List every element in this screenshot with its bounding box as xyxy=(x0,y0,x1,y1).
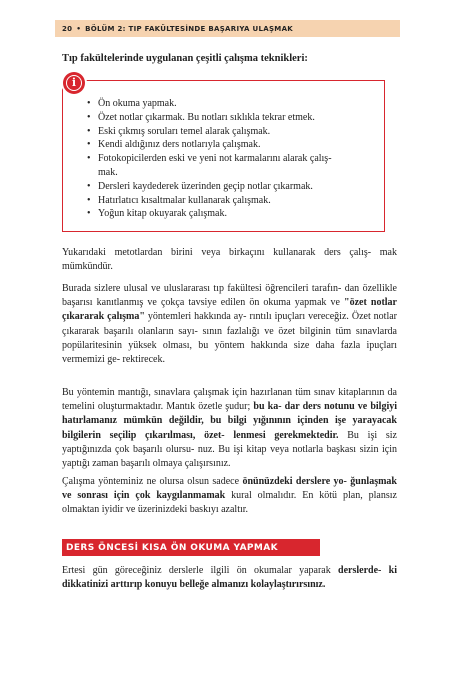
list-item-continuation: mak. xyxy=(98,166,118,178)
list-item: • Dersleri kaydederek üzerinden geçip notlar çıkarmak. xyxy=(87,180,367,194)
paragraph-4 xyxy=(62,475,397,518)
paragraph-3-text-cont: Bu işi siz yaptığınızda çok başarılı olursu- nuz. Bu işi kitap veya notlarla başkası sizin için yaptığı zaman başarılı olmaya çalışırsınız. xyxy=(62,429,397,470)
header-bullet: • xyxy=(76,24,82,33)
intro-heading: Tıp fakültelerinde uygulanan çeşitli çalışma teknikleri: xyxy=(62,53,308,64)
paragraph-3-emphasis: bu ka- dar ders notunu ve bilgiyi hatırlamanız mümkün değildir, bu bilgi yığınının içinden işe yarayacak bilgilerin seçilip çıkarılması, özet- lenmesi gerekmektedir. xyxy=(62,401,398,441)
paragraph-3 xyxy=(62,386,397,471)
paragraph-2-text-cont: yöntemleri hakkında ay- rıntılı ipuçları vereceğiz. Özet notlar çıkararak başarılı olanların sayı- sının fazlalığı ve özet bilginin tüm sınavlarda popülaritesinin yüksek olması, bu yöntem hakkında size daha fazla ipuçları vermemizi ge- rektirecek. xyxy=(62,311,397,366)
chapter-title: BÖLÜM 2: TIP FAKÜLTESİNDE BAŞARIYA ULAŞMAK xyxy=(85,24,294,33)
list-item xyxy=(87,152,367,180)
paragraph-5-emphasis: derslerde- ki dikkatinizi arttırıp konuyu belleğe almanızı kolaylaştırırsınız. xyxy=(62,565,397,591)
info-icon xyxy=(63,72,85,94)
list-item: • Hatırlatıcı kısaltmalar kullanarak çalışmak. xyxy=(87,194,367,208)
paragraph-5 xyxy=(62,564,397,592)
paragraph-4-text-cont: kural olmalıdır. En kötü plan, plansız olmaktan iyidir ve üzerinizdeki baskıyı azaltır. xyxy=(62,490,397,516)
list-item: • Kendi aldığınız ders notlarıyla çalışmak. xyxy=(87,138,367,152)
list-item: • Eski çıkmış soruları temel alarak çalışmak. xyxy=(87,125,367,139)
info-box xyxy=(62,80,385,232)
paragraph-1: Yukarıdaki metotlardan birini veya birkaçını kullanarak ders çalış- mak mümkündür. xyxy=(62,247,397,273)
section-heading: DERS ÖNCESİ KISA ÖN OKUMA YAPMAK xyxy=(62,539,320,556)
page-number: 20 xyxy=(62,24,73,33)
paragraph-2-emphasis: "özet notlar çıkararak çalışma" xyxy=(62,297,397,323)
paragraph-3-text: Bu yöntemin mantığı, sınavlara çalışmak için hazırlanan tüm sınav kitaplarının da temelini oluşturmaktadır. Mantık özetle şudur; xyxy=(62,387,397,413)
paragraph-4-emphasis: önünüzdeki derslere yo- ğunlaşmak ve sonrası için çok kaygılanmamak xyxy=(62,476,397,502)
paragraph-4-text: Çalışma yönteminiz ne olursa olsun sadece xyxy=(62,476,243,487)
technique-list xyxy=(87,97,367,221)
paragraph-5-text: Ertesi gün göreceğiniz derslerle ilgili ön okumalar yaparak xyxy=(62,565,339,576)
list-item: • Ön okuma yapmak. xyxy=(87,97,367,111)
paragraph-2-text: Burada sizlere ulusal ve uluslararası tıp fakültesi öğrencileri tarafın- dan özellikle başarısı kanıtlanmış ve çokça tavsiye edilen ön okuma yapmak ve xyxy=(62,283,397,309)
list-item-text: Fotokopicilerden eski ve yeni not karmalarını alarak çalış- xyxy=(98,153,332,165)
list-item: • Yoğun kitap okuyarak çalışmak. xyxy=(87,207,367,221)
paragraph-2 xyxy=(62,282,397,367)
list-item: • Özet notlar çıkarmak. Bu notları sıklıkla tekrar etmek. xyxy=(87,111,367,125)
running-header xyxy=(55,20,400,37)
info-icon-glyph: i xyxy=(66,75,82,91)
